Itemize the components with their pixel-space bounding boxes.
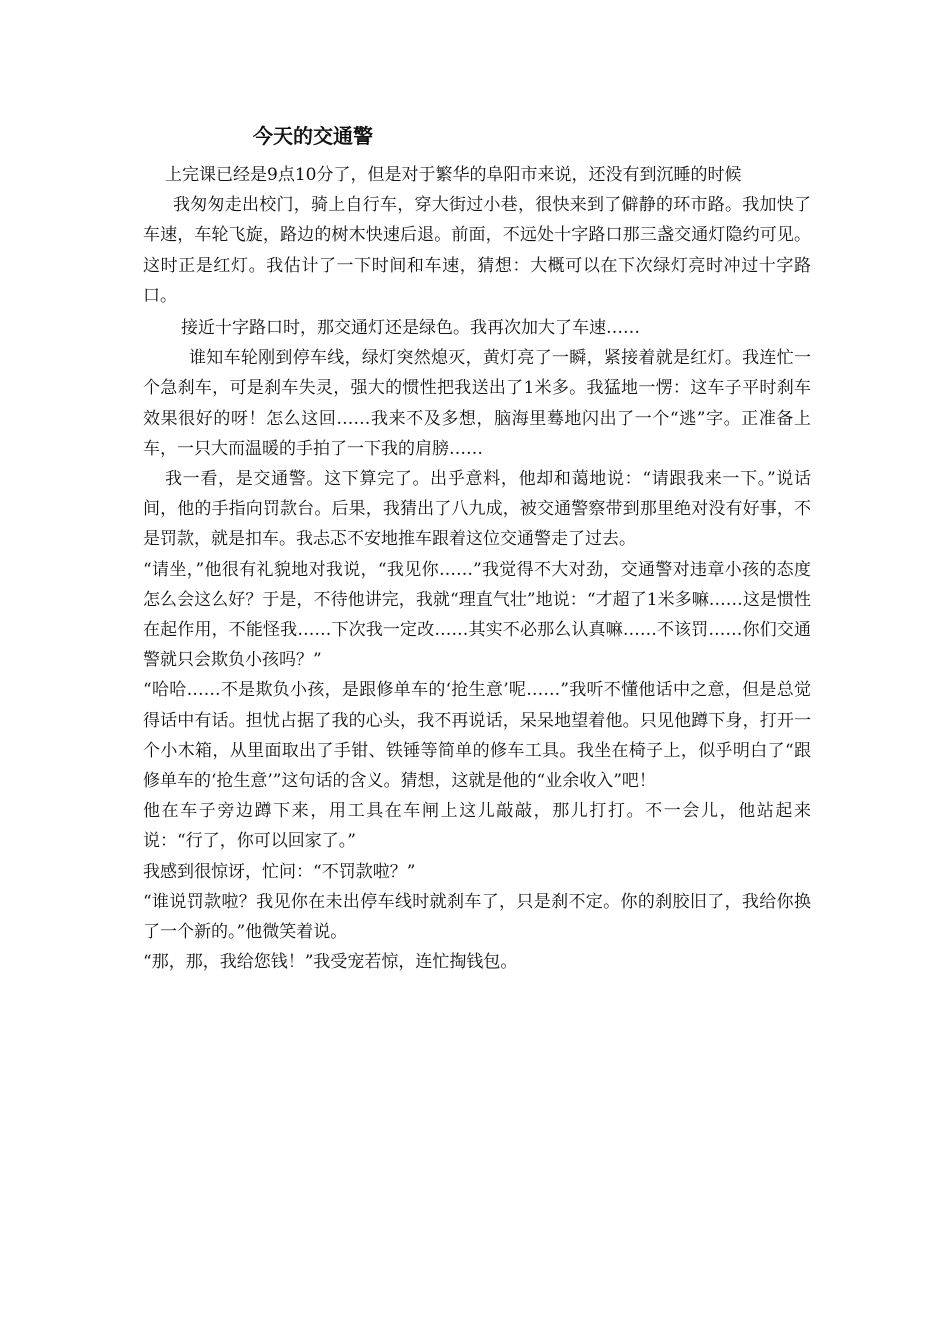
paragraph-6: “请坐，”他很有礼貌地对我说，“我见你……”我觉得不大对劲，交通警对违章小孩的态度怎么会这么好？于是，不待他讲完，我就“理直气壮”地说：“才超了1米多嘛……这是惯性在起作用，不能怪我……下次我一定改……其实不必那么认真嘛……不该罚……你们交通警就只会欺负小孩吗？” (143, 559, 811, 671)
document-title: 今天的交通警 (253, 124, 373, 148)
paragraph-2: 我匆匆走出校门，骑上自行车，穿大街过小巷，很快来到了僻静的环市路。我加快了车速，车轮飞旋，路边的树木快速后退。前面，不远处十字路口那三盏交通灯隐约可见。这时正是红灯。我估计了一下时间和车速，猜想：大概可以在下次绿灯亮时冲过十字路口。 (143, 195, 811, 306)
paragraph-7: “哈哈……不是欺负小孩，是跟修单车的‘抢生意’呢……”我听不懂他话中之意，但是总觉得话中有话。担忧占据了我的心头，我不再说话，呆呆地望着他。只见他蹲下身，打开一个小木箱，从里面取出了手钳、铁锤等简单的修车工具。我坐在椅子上，似乎明白了“跟修单车的‘抢生意’”这句话的含义。猜想，这就是他的“业余收入”吧！ (143, 680, 811, 792)
paragraph-3: 接近十字路口时，那交通灯还是绿色。我再次加大了车速…… (181, 318, 640, 339)
document-body (143, 160, 811, 977)
paragraph-8: 他在车子旁边蹲下来，用工具在车闸上这儿敲敲，那儿打打。不一会儿，他站起来说：“行了，你可以回家了。” (143, 801, 811, 852)
paragraph-5: 我一看，是交通警。这下算完了。出乎意料，他却和蔼地说：“请跟我来一下。”说话间，他的手指向罚款台。后果，我猜出了八九成，被交通警察带到那里绝对没有好事，不是罚款，就是扣车。我忐忑不安地推车跟着这位交通警走了过去。 (143, 469, 811, 550)
paragraph-1: 上完课已经是9点10分了，但是对于繁华的阜阳市来说，还没有到沉睡的时候 (165, 165, 742, 185)
paragraph-11: “那，那，我给您钱！”我受宠若惊，连忙掏钱包。 (143, 952, 518, 973)
paragraph-10: “谁说罚款啦？我见你在未出停车线时就刹车了，只是刹不定。你的刹胶旧了，我给你换了一个新的。”他微笑着说。 (143, 891, 811, 943)
paragraph-4: 谁知车轮刚到停车线，绿灯突然熄灭，黄灯亮了一瞬，紧接着就是红灯。我连忙一个急刹车，可是刹车失灵，强大的惯性把我送出了1米多。我猛地一愣：这车子平时刹车效果很好的呀！怎么这回……我来不及多想，脑海里蓦地闪出了一个“逃”字。正准备上车，一只大而温暖的手拍了一下我的肩膀…… (143, 348, 811, 459)
paragraph-9: 我感到很惊讶，忙问：“不罚款啦？” (143, 861, 416, 882)
